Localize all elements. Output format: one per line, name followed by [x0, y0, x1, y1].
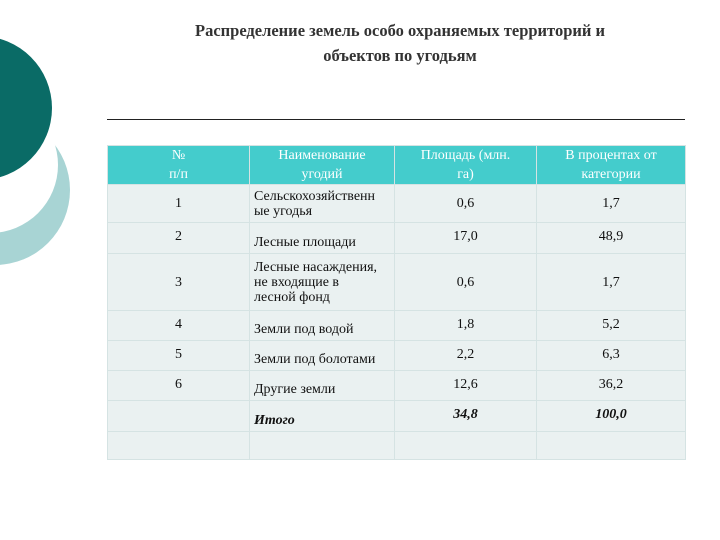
row-num: 4 — [108, 311, 250, 341]
empty-cell — [395, 432, 537, 460]
empty-cell — [250, 432, 395, 460]
table-row — [108, 311, 686, 341]
total-num — [108, 401, 250, 432]
header-area-line2: га) — [457, 167, 474, 182]
row-num: 1 — [108, 185, 250, 223]
row-name — [250, 223, 395, 254]
row-percent: 48,9 — [537, 223, 686, 254]
row-name — [250, 371, 395, 401]
table-row — [108, 185, 686, 223]
title-line-1: Распределение земель особо охраняемых территорий и — [194, 21, 606, 40]
row-area: 0,6 — [395, 185, 537, 223]
total-label: Итого — [250, 401, 395, 432]
decorative-circles — [0, 0, 90, 300]
row-area: 2,2 — [395, 341, 537, 371]
row-name-line: Лесные площади — [254, 235, 356, 250]
row-percent: 36,2 — [537, 371, 686, 401]
row-percent: 6,3 — [537, 341, 686, 371]
header-name — [250, 146, 395, 185]
row-num: 5 — [108, 341, 250, 371]
row-num: 3 — [108, 254, 250, 311]
total-percent: 100,0 — [537, 401, 686, 432]
row-area: 0,6 — [395, 254, 537, 311]
header-percent-line2: категории — [581, 167, 641, 182]
table-row — [108, 371, 686, 401]
table-row — [108, 341, 686, 371]
row-name-line: Другие земли — [254, 382, 336, 397]
header-num — [108, 146, 250, 185]
row-name — [250, 341, 395, 371]
row-name-line: не входящие в — [254, 274, 340, 290]
header-area-line1: Площадь (млн. — [420, 148, 511, 163]
row-area: 17,0 — [395, 223, 537, 254]
total-area: 34,8 — [395, 401, 537, 432]
row-percent: 5,2 — [537, 311, 686, 341]
row-name — [250, 311, 395, 341]
table-row — [108, 223, 686, 254]
row-name — [250, 185, 395, 223]
row-name-line: Сельскохозяйственн — [254, 188, 376, 204]
row-name-line: ые угодья — [254, 203, 313, 219]
row-name — [250, 254, 395, 311]
row-area: 1,8 — [395, 311, 537, 341]
row-percent: 1,7 — [537, 185, 686, 223]
empty-cell — [108, 432, 250, 460]
title-divider — [107, 119, 685, 120]
table-total-row — [108, 401, 686, 432]
header-name-line1: Наименование — [278, 148, 366, 163]
row-percent: 1,7 — [537, 254, 686, 311]
header-num-line1: № — [171, 148, 186, 163]
title-line-2: объектов по угодьям — [323, 46, 477, 65]
row-name-line: лесной фонд — [254, 289, 330, 305]
row-area: 12,6 — [395, 371, 537, 401]
row-name-line: Земли под водой — [254, 322, 354, 337]
row-num: 6 — [108, 371, 250, 401]
table-empty-row — [108, 432, 686, 460]
row-num: 2 — [108, 223, 250, 254]
header-num-line2: п/п — [169, 167, 188, 182]
row-name-line: Земли под болотами — [254, 352, 376, 367]
table-row — [108, 254, 686, 311]
header-percent — [537, 146, 686, 185]
row-name-line: Лесные насаждения, — [254, 259, 378, 275]
empty-cell — [537, 432, 686, 460]
header-percent-line1: В процентах от — [565, 148, 657, 163]
table-header-row — [108, 146, 686, 185]
header-name-line2: угодий — [301, 167, 343, 182]
land-distribution-table — [107, 145, 686, 460]
header-area — [395, 146, 537, 185]
slide-title — [120, 18, 680, 68]
